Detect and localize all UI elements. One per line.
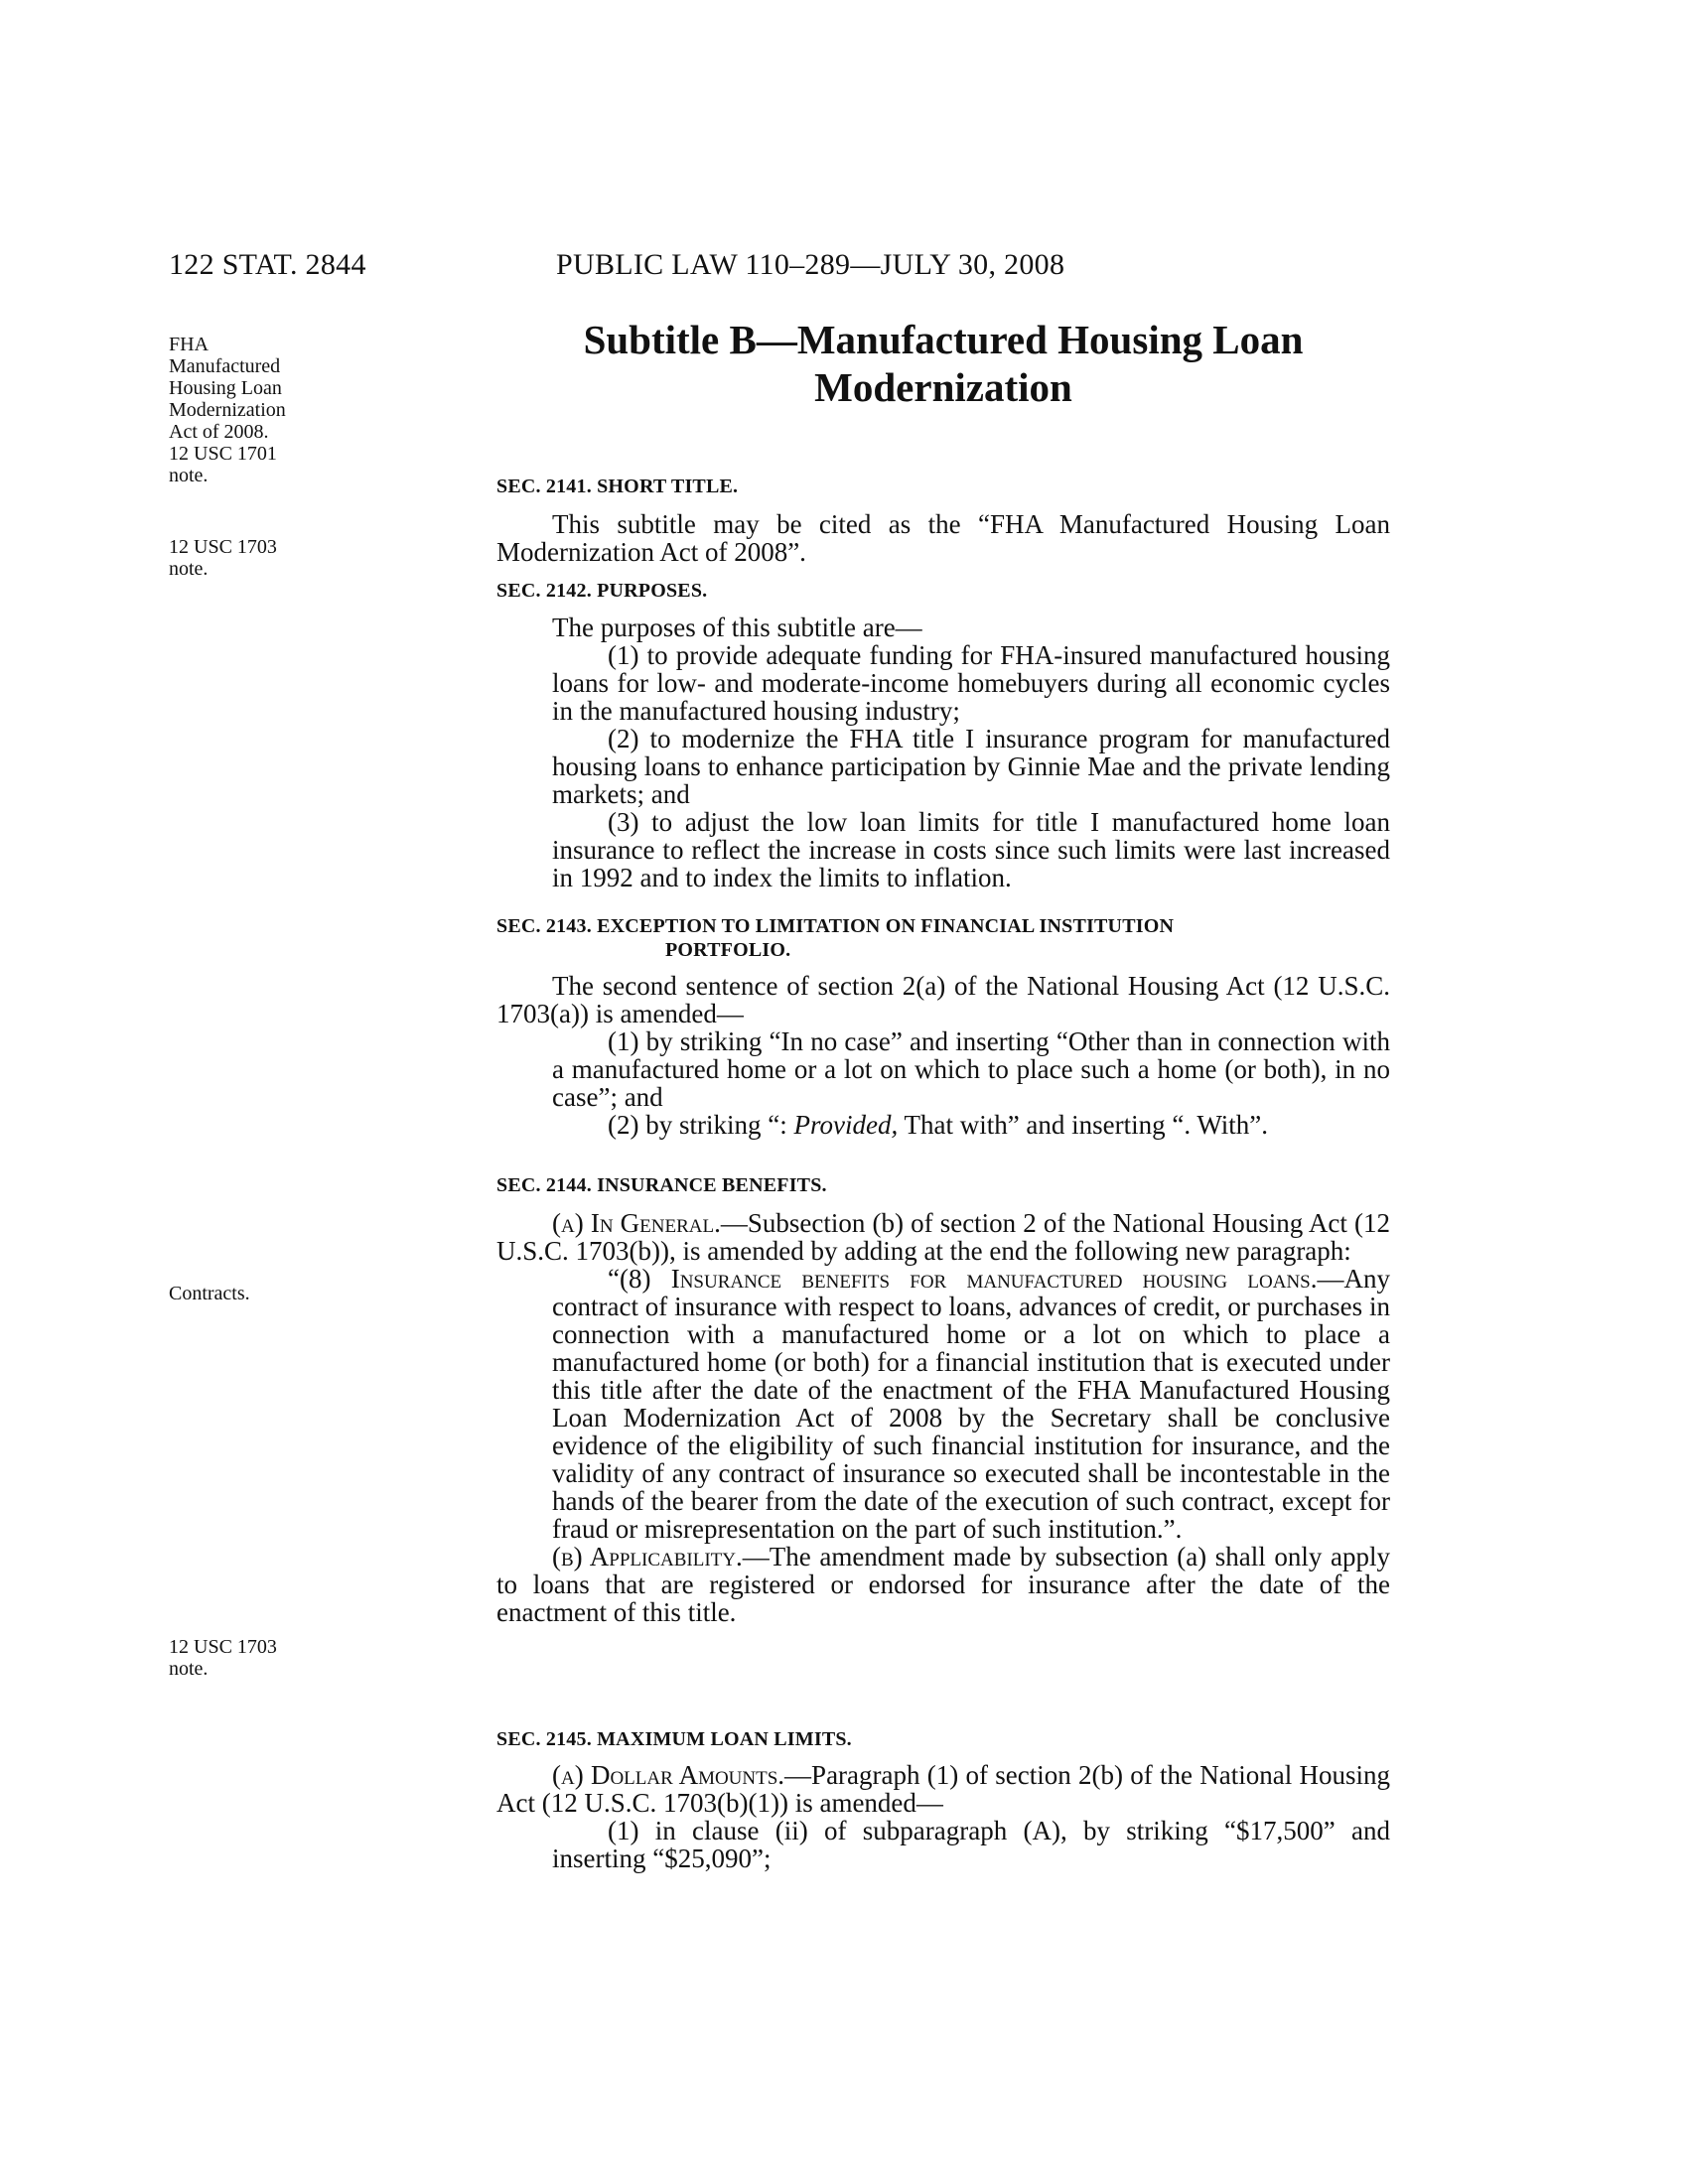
- section-2145-heading: SEC. 2145. MAXIMUM LOAN LIMITS.: [496, 1728, 852, 1750]
- section-2142-heading: SEC. 2142. PURPOSES.: [496, 580, 708, 602]
- section-2144-new-paragraph-8: “(8) Insurance benefits for manufactured housing loans.—Any contract of insurance with respect to loans, advances of credit, or purchases in connection with a manufactured home or a lot on which to place a manufactured home (or both) for a financial institution that is executed under this title after the date of the enactment of the FHA Manufactured Housing Loan Modernization Act of 2008 by the Secretary shall be conclusive evidence of the eligibility of such financial institution for insurance, and the validity of any contract of insurance so executed shall be incontestable in the hands of the bearer from the date of the execution of such contract, except for fraud or misrepresentation on the part of such institution.”.: [552, 1264, 1390, 1544]
- section-2141-body: [496, 510, 1390, 566]
- subtitle-heading: Subtitle B—Manufactured Housing Loan Modernization: [583, 317, 1304, 410]
- public-law-header: PUBLIC LAW 110–289—JULY 30, 2008: [556, 248, 1065, 281]
- section-2143-heading: [496, 914, 1390, 962]
- section-2144-body: [496, 1209, 1390, 1626]
- section-2143-intro: The second sentence of section 2(a) of the National Housing Act (12 U.S.C. 1703(a)) is amended—: [496, 971, 1390, 1028]
- section-2142-item-1: (1) to provide adequate funding for FHA-insured manufactured housing loans for low- and moderate-income homebuyers during all economic cycles in the manufactured housing industry;: [552, 640, 1390, 726]
- margin-note-usc-1701: 12 USC 1701 note.: [169, 443, 277, 486]
- margin-note-usc-1703-a: 12 USC 1703 note.: [169, 536, 277, 580]
- section-2142-item-2: (2) to modernize the FHA title I insurance program for manufactured housing loans to enhance participation by Ginnie Mae and the private lending markets; and: [552, 724, 1390, 809]
- section-2145-item-1: (1) in clause (ii) of subparagraph (A), by striking “$17,500” and inserting “$25,090”;: [552, 1816, 1390, 1873]
- section-2143-heading-line2: PORTFOLIO.: [665, 939, 791, 961]
- section-2141-heading: SEC. 2141. SHORT TITLE.: [496, 476, 739, 497]
- section-2143-body: [496, 972, 1390, 1139]
- section-2143-item-1: (1) by striking “In no case” and inserting “Other than in connection with a manufactured home or a lot on which to place such a home (or both), in no case”; and: [552, 1026, 1390, 1112]
- section-2142-body: [496, 614, 1390, 891]
- section-2144-heading: SEC. 2144. INSURANCE BENEFITS.: [496, 1174, 827, 1196]
- page-stat-number: 122 STAT. 2844: [169, 248, 366, 281]
- section-2143-heading-line1: SEC. 2143. EXCEPTION TO LIMITATION ON FINANCIAL INSTITUTION: [496, 915, 1175, 937]
- section-2142-item-3: (3) to adjust the low loan limits for title I manufactured home loan insurance to reflect the increase in costs since such limits were last increased in 1992 and to index the limits to inflation.: [552, 807, 1390, 892]
- section-2141-text: This subtitle may be cited as the “FHA Manufactured Housing Loan Modernization Act of 2008”.: [496, 509, 1390, 567]
- margin-note-usc-1703-b: 12 USC 1703 note.: [169, 1636, 277, 1680]
- section-2143-item-2: (2) by striking “: Provided, That with” and inserting “. With”.: [608, 1110, 1269, 1140]
- section-2144-subsection-a: (a) In General.—Subsection (b) of section 2 of the National Housing Act (12 U.S.C. 1703(b)), is amended by adding at the end the following new paragraph:: [496, 1208, 1390, 1266]
- margin-note-short-title: FHA Manufactured Housing Loan Modernization Act of 2008.: [169, 334, 286, 443]
- margin-note-contracts: Contracts.: [169, 1283, 250, 1304]
- section-2142-intro: The purposes of this subtitle are—: [552, 613, 922, 642]
- section-2144-subsection-b: (b) Applicability.—The amendment made by subsection (a) shall only apply to loans that are registered or endorsed for insurance after the date of the enactment of this title.: [496, 1542, 1390, 1627]
- section-2145-body: [496, 1761, 1390, 1872]
- section-2145-subsection-a: (a) Dollar Amounts.—Paragraph (1) of section 2(b) of the National Housing Act (12 U.S.C. 1703(b)(1)) is amended—: [496, 1760, 1390, 1818]
